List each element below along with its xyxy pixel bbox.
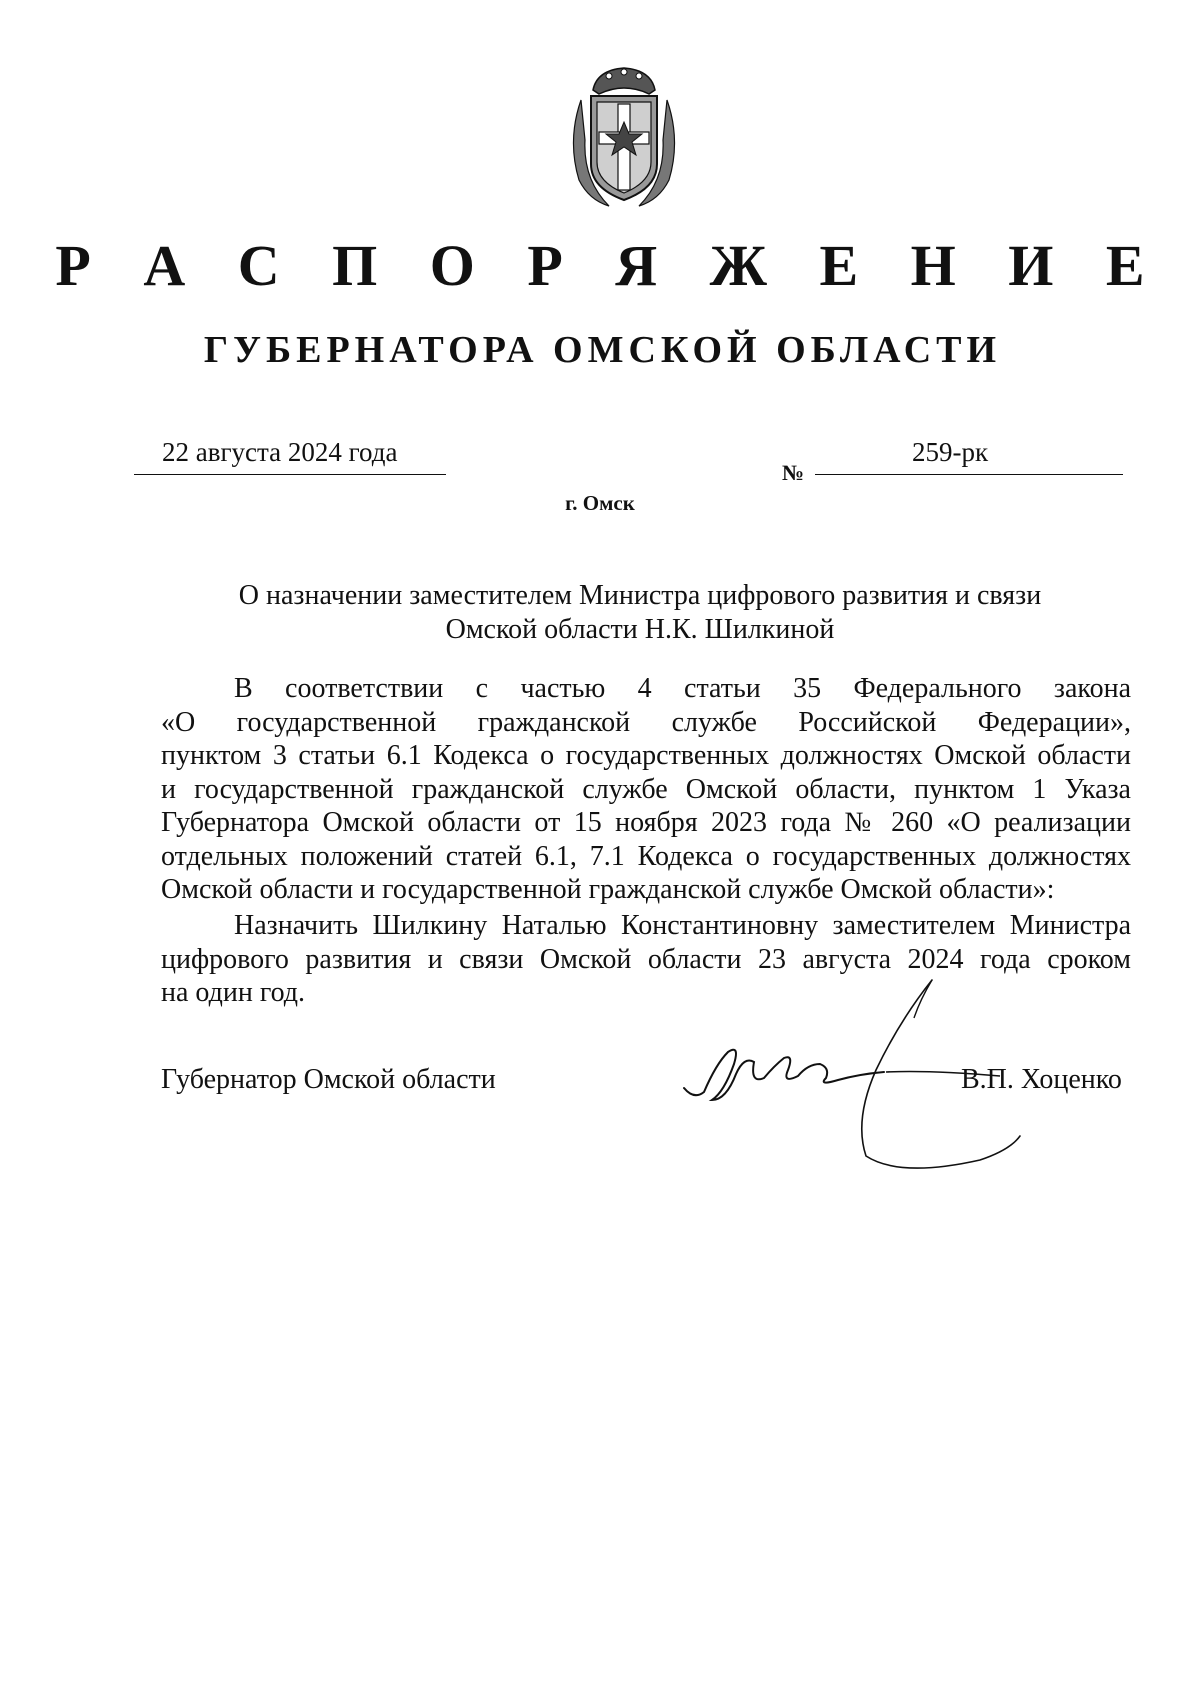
document-city: г. Омск [565, 491, 635, 515]
date-underline [134, 474, 446, 475]
handwritten-signature [670, 960, 1060, 1170]
paragraph-line: и государственной гражданской службе Омской области, пунктом 1 Указа [161, 773, 1131, 805]
number-underline [815, 474, 1123, 475]
document-title: Р А С П О Р Я Ж Е Н И Е [55, 233, 1164, 298]
paragraph-line: «О государственной гражданской службе Российской Федерации», [161, 706, 1131, 738]
paragraph-line: Назначить Шилкину Наталью Константиновну заместителем Министра [234, 910, 1131, 941]
paragraph-line: Омской области и государственной гражданской службе Омской области»: [161, 874, 1055, 905]
coat-of-arms-icon [563, 60, 685, 210]
document-subtitle: ГУБЕРНАТОРА ОМСКОЙ ОБЛАСТИ [203, 329, 1002, 371]
number-sign: № [782, 460, 805, 485]
paragraph-line: Губернатора Омской области от 15 ноября 2023 года № 260 «О реализации [161, 807, 1131, 838]
paragraph-line: пунктом 3 статьи 6.1 Кодекса о государственных должностях Омской области [161, 740, 1131, 771]
signatory-position: Губернатор Омской области [161, 1064, 496, 1095]
paragraph-legal-basis [161, 672, 1131, 907]
document-number: 259-рк [912, 437, 989, 467]
subject-line: О назначении заместителем Министра цифрового развития и связи [238, 580, 1042, 611]
paragraph-line: на один год. [161, 977, 306, 1008]
document-date: 22 августа 2024 года [162, 437, 398, 467]
document-subject [160, 579, 1120, 647]
paragraph-line: В соответствии с частью 4 статьи 35 Федерального закона [234, 673, 1131, 704]
paragraph-line: цифрового развития и связи Омской области 23 августа 2024 года сроком [161, 943, 1131, 975]
signatory-name: В.П. Хоценко [961, 1064, 1122, 1095]
paragraph-line: отдельных положений статей 6.1, 7.1 Кодекса о государственных должностях [161, 840, 1131, 872]
subject-line: Омской области Н.К. Шилкиной [445, 614, 835, 645]
